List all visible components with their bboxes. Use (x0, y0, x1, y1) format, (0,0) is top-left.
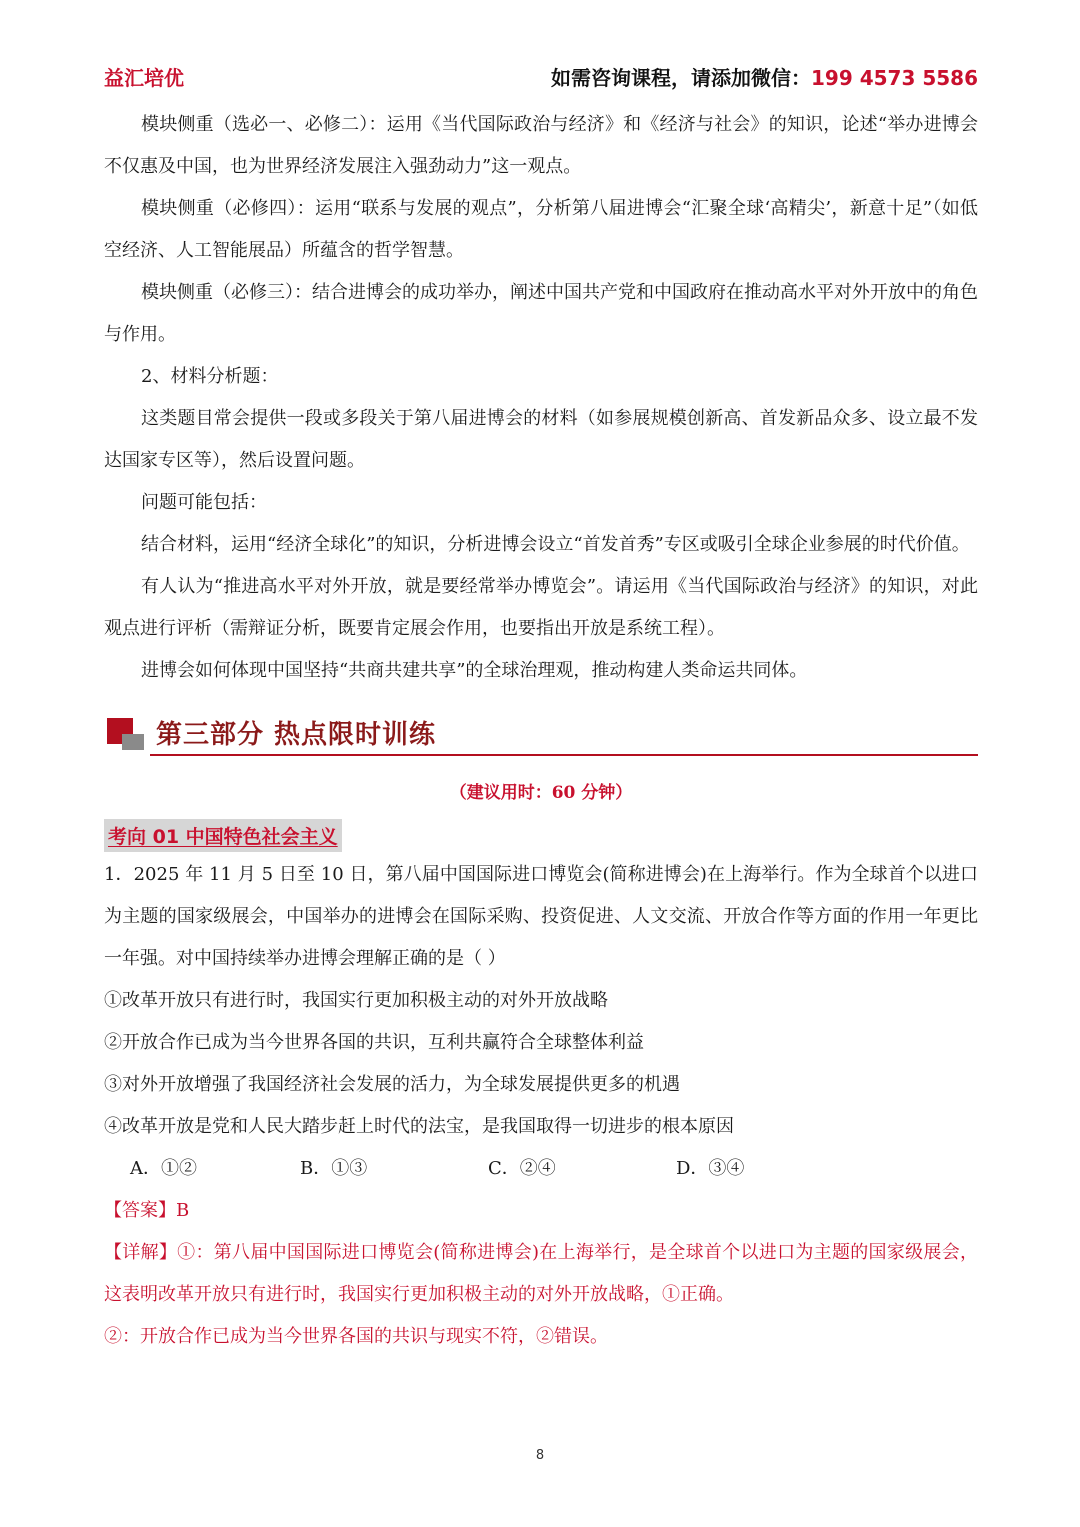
statement: ②开放合作已成为当今世界各国的共识，互利共赢符合全球整体利益 (104, 1032, 644, 1053)
statement: ③对外开放增强了我国经济社会发展的活力，为全球发展提供更多的机遇 (104, 1074, 680, 1095)
section-divider (150, 754, 978, 756)
option-a: A．①② (130, 1158, 197, 1179)
paragraph: 结合材料，运用“经济全球化”的知识，分析进博会设立“首发首秀”专区或吸引全球企业参展的时代价值。 (141, 534, 970, 555)
paragraph: 模块侧重（必修四）：运用“联系与发展的观点”，分析第八届进博会“汇聚全球‘高精尖’，新意十足”（如低空经济、人工智能展品）所蕴含的哲学智慧。 (104, 198, 978, 261)
page-number: 8 (535, 1448, 545, 1463)
analysis-paragraph: ②：开放合作已成为当今世界各国的共识与现实不符，②错误。 (104, 1326, 608, 1347)
question-stem: 1．2025 年 11 月 5 日至 10 日，第八届中国国际进口博览会(简称进博会)在上海举行。作为全球首个以进口为主题的国家级展会，中国举办的进博会在国际采购、投资促进、人文交流、开放合作等方面的作用一年更比一年强。对中国持续举办进博会理解正确的是（ ） (104, 864, 978, 969)
page-header (104, 62, 978, 94)
paragraph: 这类题目常会提供一段或多段关于第八届进博会的材料（如参展规模创新高、首发新品众多、设立最不发达国家专区等），然后设置问题。 (104, 408, 978, 471)
section-banner (104, 702, 978, 762)
topic-label: 考向 01 中国特色社会主义 (104, 819, 342, 852)
answer: 【答案】B (104, 1200, 190, 1221)
brand-name: 益汇培优 (104, 66, 184, 90)
wechat-number: 199 4573 5586 (810, 66, 978, 90)
contact-label: 如需咨询课程，请添加微信： (550, 66, 811, 90)
paragraph: 模块侧重（必修三）：结合进博会的成功举办，阐述中国共产党和中国政府在推动高水平对外开放中的角色与作用。 (104, 282, 978, 345)
document-body (104, 104, 978, 1358)
option-b: B．①③ (300, 1158, 368, 1179)
option-d: D．③④ (676, 1158, 745, 1179)
paragraph: 2、材料分析题： (141, 366, 279, 387)
paragraph: 模块侧重（选必一、必修二）：运用《当代国际政治与经济》和《经济与社会》的知识，论述“举办进博会不仅惠及中国，也为世界经济发展注入强劲动力”这一观点。 (104, 114, 978, 177)
paragraph: 问题可能包括： (141, 492, 267, 513)
section-title: 第三部分 热点限时训练 (156, 720, 437, 750)
contact-info (551, 62, 978, 91)
paragraph: 进博会如何体现中国坚持“共商共建共享”的全球治理观，推动构建人类命运共同体。 (141, 660, 808, 681)
answer-options (104, 1148, 978, 1190)
statement: ④改革开放是党和人民大踏步赶上时代的法宝，是我国取得一切进步的根本原因 (104, 1116, 734, 1137)
paragraph: 有人认为“推进高水平对外开放，就是要经常举办博览会”。请运用《当代国际政治与经济》的知识，对此观点进行评析（需辩证分析，既要肯定展会作用，也要指出开放是系统工程）。 (104, 576, 978, 639)
analysis-paragraph: 【详解】①：第八届中国国际进口博览会(简称进博会)在上海举行，是全球首个以进口为主题的国家级展会，这表明改革开放只有进行时，我国实行更加积极主动的对外开放战略，①正确。 (104, 1242, 978, 1305)
option-c: C．②④ (488, 1158, 556, 1179)
banner-shadow-icon (122, 734, 144, 750)
time-hint: （建议用时：60 分钟） (449, 783, 633, 803)
statement: ①改革开放只有进行时，我国实行更加积极主动的对外开放战略 (104, 990, 608, 1011)
